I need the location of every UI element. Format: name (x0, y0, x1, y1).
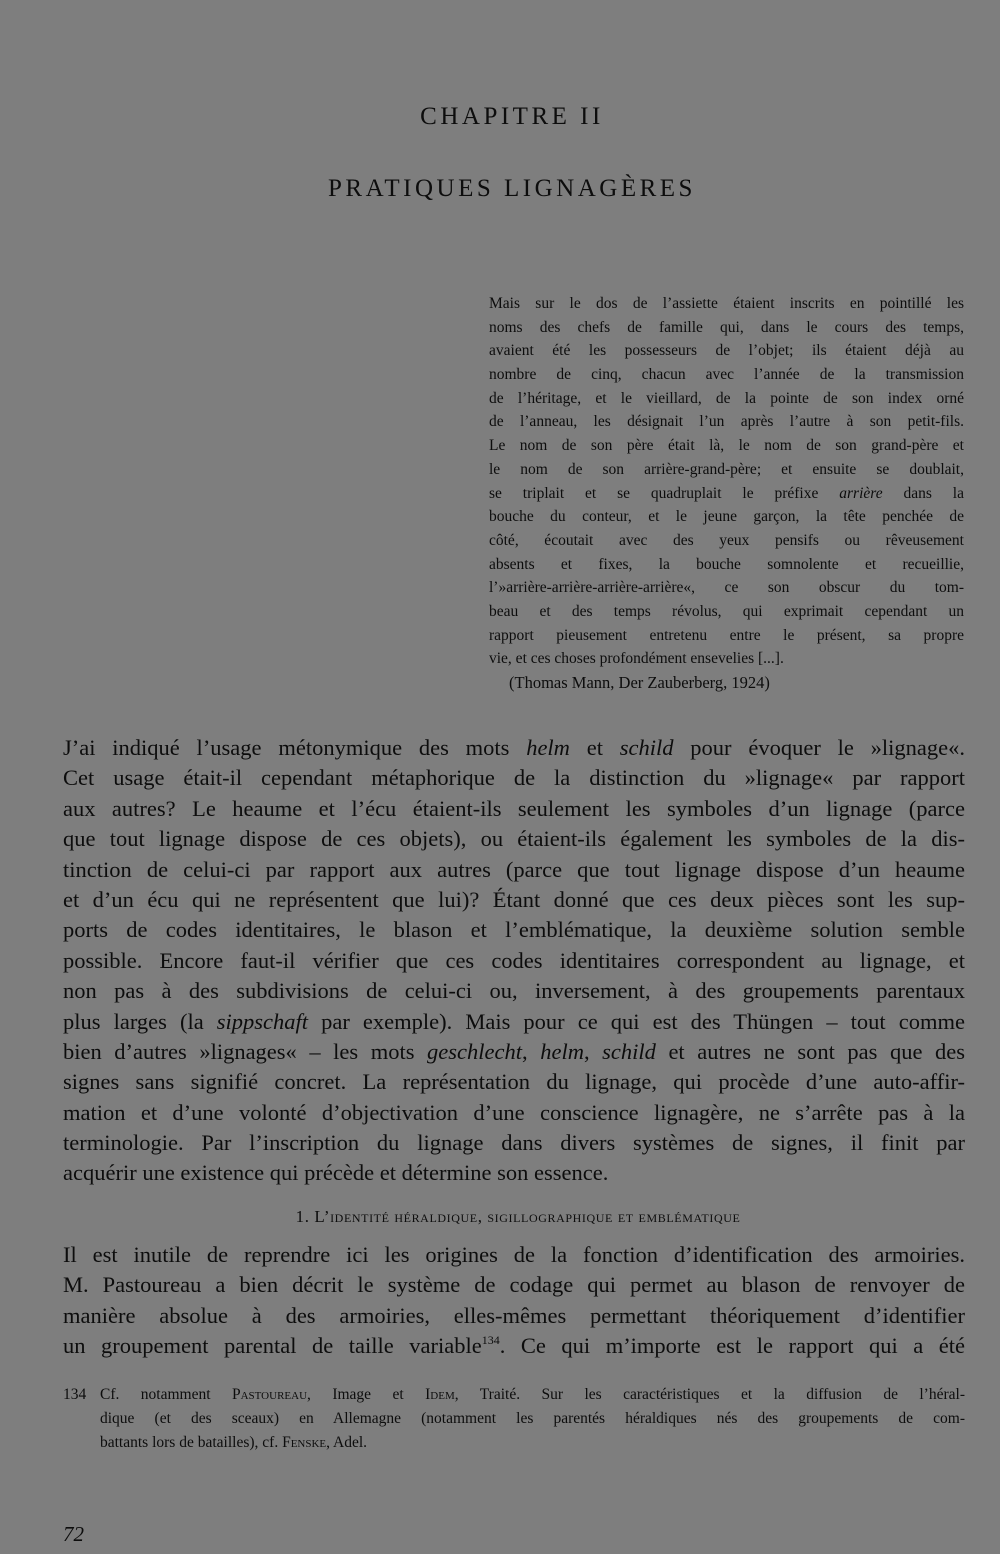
epigraph-line: côté, écoutait avec des yeux pensifs ou rêveusement (489, 531, 964, 549)
text-line: plus larges (la sippschaft par exemple). Mais pour ce qui est des Thüngen – tout comme (63, 1008, 965, 1034)
text-line: possible. Encore faut-il vérifier que ces codes identitaires correspondent au lignage, et (63, 947, 965, 973)
epigraph-line: avaient été les possesseurs de l’objet; ils étaient déjà au (489, 342, 964, 360)
epigraph-line: rapport pieusement entretenu entre le présent, sa propre (489, 626, 964, 644)
epigraph-line: vie, et ces choses profondément ensevelies [...]. (489, 650, 784, 668)
text-line: aux autres? Le heaume et l’écu étaient-ils seulement les symboles d’un lignage (parce (63, 795, 965, 821)
paragraph (63, 1240, 965, 1362)
text-line: J’ai indiqué l’usage métonymique des mots helm et schild pour évoquer le »lignage«. (63, 735, 965, 760)
text-line: tinction de celui-ci par rapport aux autres (parce que tout lignage dispose d’un heaume (63, 856, 965, 882)
epigraph (489, 292, 964, 695)
epigraph-line: bouche du conteur, et le jeune garçon, la tête penchée de (489, 508, 964, 526)
text-line: Cet usage était-il cependant métaphorique de la distinction du »lignage« par rapport (63, 765, 965, 791)
text-line: M. Pastoureau a bien décrit le système de codage qui permet au blason de renvoyer de (63, 1272, 965, 1298)
text-line: mation et d’une volonté d’objectivation d’une conscience lignagère, ne s’arrête pas à la (63, 1099, 965, 1125)
text-line: et d’un écu qui ne représentent que lui)? Étant donné que ces deux pièces sont les sup- (63, 886, 965, 912)
epigraph-line: nombre de cinq, chacun avec l’année de la transmission (489, 366, 964, 384)
text-line: acquérir une existence qui précède et détermine son essence. (63, 1160, 609, 1186)
epigraph-line: absents et fixes, la bouche somnolente et recueillie, (489, 555, 964, 573)
footnote-ref[interactable]: 134 (481, 1333, 500, 1348)
footnote-line: 134 Cf. notamment Pastoureau, Image et Idem, Traité. Sur les caractéristiques et la diffusion de l’héral- (63, 1383, 965, 1407)
epigraph-line: noms des chefs de famille qui, dans le cours des temps, (489, 318, 964, 336)
text-line: signes sans signifié concret. La représentation du lignage, qui procède d’une auto-affir- (63, 1069, 965, 1095)
text-line: Il est inutile de reprendre ici les origines de la fonction d’identification des armoiries. (63, 1242, 965, 1267)
footnote-number: 134 (63, 1386, 87, 1403)
text-line: terminologie. Par l’inscription du lignage dans divers systèmes de signes, il finit par (63, 1130, 965, 1156)
text-line: manière absolue à des armoiries, elles-mêmes permettant théoriquement d’identifier (63, 1302, 965, 1328)
footnote-line: dique (et des sceaux) en Allemagne (notamment les parentés héraldiques nés des groupements de com- (100, 1410, 965, 1427)
epigraph-line: Mais sur le dos de l’assiette étaient inscrits en pointillé les (489, 295, 964, 312)
text-line: bien d’autres »lignages« – les mots geschlecht, helm, schild et autres ne sont pas que des (63, 1038, 965, 1064)
epigraph-line: Le nom de son père était là, le nom de son grand-père et (489, 437, 964, 455)
epigraph-line: le nom de son arrière-grand-père; et ensuite se doublait, (489, 460, 964, 478)
section-heading: 1. L’identité héraldique, sigillographique et emblématique (295, 1207, 741, 1226)
text-line: ports de codes identitaires, le blason et l’emblématique, la deuxième solution semble (63, 917, 965, 943)
text-line: non pas à des subdivisions de celui-ci ou, inversement, à des groupements parentaux (63, 978, 965, 1004)
page-number: 72 (63, 1522, 84, 1546)
epigraph-line: se triplait et se quadruplait le préfixe arrière dans la (489, 484, 964, 502)
epigraph-line: beau et des temps révolus, qui exprimait cependant un (489, 602, 964, 620)
footnote-line: battants lors de batailles), cf. Fenske, Adel. (100, 1434, 368, 1451)
epigraph-source: (Thomas Mann, Der Zauberberg, 1924) (509, 673, 770, 692)
epigraph-line: de l’anneau, les désignait l’un après l’autre à son petit-fils. (489, 413, 964, 431)
paragraph (63, 733, 965, 1189)
text-line: un groupement parental de taille variable$^{134}$. Ce qui m’importe est le rapport qui a été (63, 1333, 965, 1359)
italic-word: arrière (839, 484, 883, 502)
chapter-label: CHAPITRE II (420, 103, 604, 130)
epigraph-line: de l’héritage, et le vieillard, de la pointe de son index orné (489, 389, 964, 407)
chapter-title: PRATIQUES LIGNAGÈRES (328, 175, 696, 202)
text-line: que tout lignage dispose de ces objets), ou étaient-ils également les symboles de la dis- (63, 826, 965, 852)
footnote (63, 1383, 965, 1455)
epigraph-line: l’»arrière-arrière-arrière-arrière«, ce son obscur du tom- (489, 579, 964, 597)
